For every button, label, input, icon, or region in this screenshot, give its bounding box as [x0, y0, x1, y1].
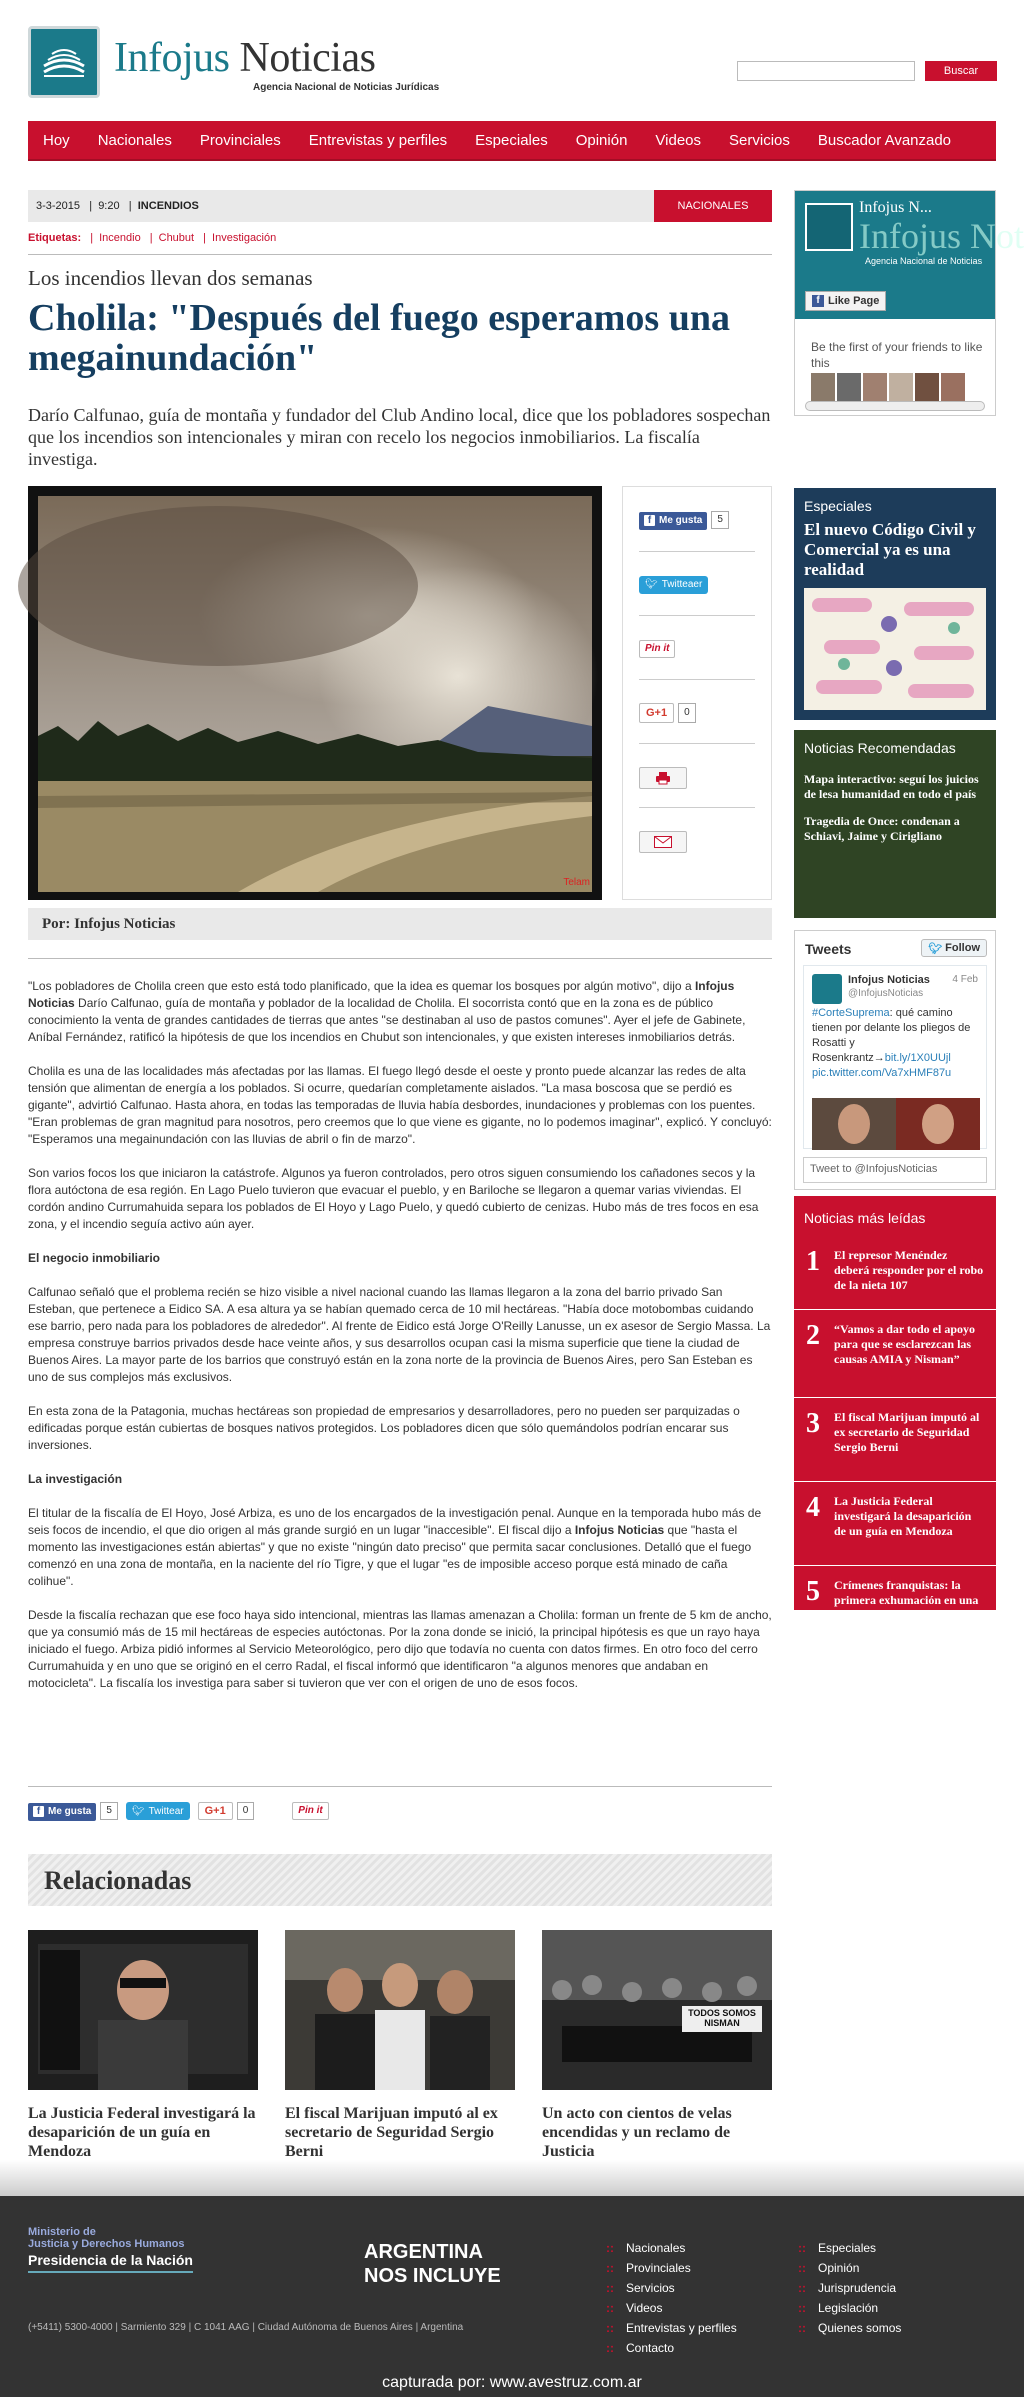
related-image [28, 1930, 258, 2090]
fb-friends-text: Be the first of your friends to like this [811, 340, 983, 370]
footer-link[interactable]: :: Legislación [798, 2298, 901, 2318]
nav-item-entrevistas[interactable]: Entrevistas y perfiles [308, 131, 448, 149]
nav-item-opinion[interactable]: Opinión [575, 131, 628, 149]
tweet [803, 965, 987, 1149]
mas-leida-item[interactable] [794, 1398, 996, 1482]
mas-leidas-label: Noticias más leídas [804, 1210, 926, 1226]
book-logo-icon [38, 36, 90, 88]
argentina-line: ARGENTINA [364, 2241, 483, 2263]
pinterest-button[interactable]: Pin it [639, 640, 675, 658]
googleplus-count: 0 [678, 703, 696, 723]
divider [639, 615, 755, 616]
article-title: Cholila: "Después del fuego esperamos una megainundación" [28, 297, 730, 379]
facebook-icon: f [33, 1806, 44, 1817]
avatar[interactable] [889, 373, 913, 403]
mas-leida-item[interactable] [794, 1310, 996, 1398]
protest-sign: TODOS SOMOS NISMAN [688, 2008, 756, 2028]
googleplus-widget [198, 1802, 255, 1820]
mas-leida-title[interactable]: “Vamos a dar todo el apoyo para que se esclarezcan las causas AMIA y Nisman” [834, 1322, 976, 1366]
mas-leida-title[interactable]: Crímenes franquistas: la primera exhumación en una causa penal [834, 1578, 979, 1622]
twitter-bird-icon: 🐦︎ [928, 942, 943, 955]
related-heading: Relacionadas [44, 1866, 192, 1895]
mas-leida-title[interactable]: La Justicia Federal investigará la desaparición de un guía en Mendoza [834, 1494, 972, 1538]
paragraph: Desde la fiscalía rechazan que ese foco haya sido intencional, mientras las llamas amenazan a Cholila: forman un frente de 5 km de ancho, que ya consumió más de 15 mil hectáreas de especies autóctonas. Por la zona donde se inició, la principal hipótesis es que un rayo haya iniciado el fuego. Arbiza pidió informes al Servicio Meteorológico, pero dijo que todavía no cuenta con datos firmes. En otro foco del cerro Currumahuida y en uno que se originó en el cerro Radal, el fiscal informó que identificaron "a algunos menores que andaban en motocicleta". La fiscalía los investiga para saber si tuvieron que ver con el origen de uno de esos focos. [28, 1608, 772, 1690]
googleplus-widget [639, 703, 696, 723]
tweets-heading: Tweets [805, 941, 852, 957]
byline: Por: Infojus Noticias [42, 916, 176, 932]
facebook-icon: f [644, 515, 655, 526]
nav-item-videos[interactable]: Videos [655, 131, 702, 149]
follow-button[interactable] [921, 939, 987, 957]
bottom-share-row [28, 1802, 329, 1821]
site-footer [0, 2196, 1024, 2397]
divider [639, 551, 755, 552]
paragraph: Cholila es una de las localidades más afectadas por las llamas. El fuego llegó desde el oeste y pronto puede alcanzar las redes de alta tensión que alimentan de energía a los poblados. Si ocurre, quedarían completamente aislados. "La masa boscosa que se perdió es gigante", advirtió Calfunao. Hasta ahora, en todas las temporadas de lluvia había desbordes, inundaciones y problemas con los puentes. "Eran problemas de gran magnitud para nosotros, pero creemos que lo que viene es gigante, no lo podemos imaginar", explicó. Y concluyó: "Esperamos una megainundación con las lluvias de abril o fin de marzo". [28, 1064, 772, 1146]
nav-item-hoy[interactable]: Hoy [43, 131, 70, 149]
facebook-like-count: 5 [100, 1802, 118, 1820]
print-icon [655, 771, 671, 785]
brand-main: Infojus [114, 35, 230, 81]
presidencia-logo[interactable]: Presidencia de la Nación [28, 2252, 193, 2273]
related-image [285, 1930, 515, 2090]
googleplus-button[interactable]: G+1 [198, 1802, 233, 1820]
facebook-icon: f [812, 295, 824, 307]
tweet-body: : qué camino tienen por delante los pliegos de Rosatti y Rosenkrantz→ [812, 1007, 971, 1064]
divider [639, 679, 755, 680]
facebook-page-widget [794, 190, 1024, 416]
email-button[interactable] [639, 831, 687, 853]
nav-item-servicios[interactable]: Servicios [729, 131, 790, 149]
article-date: 3-3-2015 [36, 200, 81, 212]
especiales-title[interactable]: El nuevo Código Civil y Comercial ya es una realidad [804, 520, 976, 579]
related-image [542, 1930, 772, 2090]
capture-watermark: capturada por: www.avestruz.com.ar [382, 2374, 642, 2391]
tweet-handle[interactable]: @InfojusNoticias [848, 988, 924, 999]
nav-item-nacionales[interactable]: Nacionales [97, 131, 172, 149]
brand-subtitle: Agencia Nacional de Noticias Jurídicas [253, 82, 440, 93]
paragraph-text: Darío Calfunao, guía de montaña y poblador de la localidad de Cholila. El socorrista contó que en la zona es de público conocimiento la venta de grandes cantidades de tierras que antes "se destinaban al uso de pastos comunes". Ayer el jefe de Gabinete, Aníbal Fernández, ratificó la hipótesis de que los incendios en Chubut son intencionales, y que existen intereses inmobiliarios detrás. [28, 996, 746, 1044]
paragraph: Son varios focos los que iniciaron la catástrofe. Algunos ya fueron controlados, pero otros siguen consumiendo los cañadones secos y la flora autóctona de esa región. En Lago Puelo tuvieron que evacuar el pueblo, y en Bariloche se llegaron a quemar varias viviendas. El cordón andino Currumahuida separa los poblados de El Hoyo y Lago Puelo, y quedó cubierto de cenizas. Hubo más de tres focos en esa zona, y el incendio seguía activo aún ayer. [28, 1166, 759, 1231]
footer-link[interactable]: :: Provinciales [606, 2258, 737, 2278]
avatar[interactable] [811, 373, 835, 403]
facebook-like-label: Me gusta [48, 1806, 92, 1817]
email-widget [639, 831, 687, 853]
googleplus-count: 0 [237, 1802, 255, 1820]
tag-link[interactable]: Chubut [158, 232, 195, 244]
tweet-link[interactable]: bit.ly/1X0UUjl [884, 1052, 951, 1064]
site-logo[interactable] [28, 26, 100, 98]
share-column [622, 486, 772, 900]
tweet-date[interactable]: 4 Feb [952, 974, 978, 985]
follow-label: Follow [945, 942, 980, 954]
fb-faces [811, 373, 965, 403]
mas-leida-title[interactable]: El represor Menéndez deberá responder por el robo de la nieta 107 [834, 1248, 984, 1292]
twitter-label: Twitteaer [661, 579, 703, 590]
divider [28, 958, 772, 959]
paragraph [28, 978, 772, 1046]
paragraph [28, 1505, 772, 1590]
related-title[interactable]: El fiscal Marijuan imputó al ex secretario de Seguridad Sergio Berni [285, 2105, 498, 2160]
avatar[interactable] [812, 974, 842, 1004]
recomendada-link[interactable]: Mapa interactivo: seguí los juicios de lesa humanidad en todo el país [804, 772, 979, 801]
facebook-page-banner[interactable] [795, 191, 1024, 319]
ministerio-line: Ministerio de [28, 2226, 96, 2238]
related-card[interactable] [285, 1930, 515, 2161]
footer-links-col1 [606, 2238, 737, 2358]
article-kicker: Los incendios llevan dos semanas [28, 266, 313, 290]
footer-link[interactable]: :: Especiales [798, 2238, 901, 2258]
ministerio-line: Justicia y Derechos Humanos [28, 2238, 185, 2250]
print-widget [639, 767, 687, 789]
divider [639, 807, 755, 808]
footer-shade [0, 2160, 1024, 2196]
tag-link[interactable]: Investigación [212, 232, 277, 244]
facebook-like-label: Me gusta [659, 515, 703, 526]
facebook-like-button[interactable] [28, 1803, 96, 1821]
footer-link[interactable]: :: Quienes somos [798, 2318, 901, 2338]
paragraph-text: El titular de la fiscalía de El Hoyo, José Arbiza, es uno de los encargados de la investigación penal. Aunque en la temporada hubo más de seis focos de incendio, el que dio origen al más grande surgió en un lugar "inaccesible". El fiscal dijo a [28, 1506, 762, 1537]
twitter-share-button[interactable] [639, 576, 708, 594]
related-card[interactable] [542, 1930, 772, 2161]
article-body [28, 978, 772, 1709]
pinterest-widget [639, 639, 675, 658]
facebook-like-page-button[interactable] [805, 291, 886, 311]
page-logo-icon [805, 203, 853, 251]
recomendada-link[interactable]: Tragedia de Once: condenan a Schiavi, Jaime y Cirigliano [804, 814, 960, 843]
rank-number: 2 [806, 1320, 820, 1351]
nav-item-especiales[interactable]: Especiales [475, 131, 548, 149]
paragraph-bold: Infojus Noticias [574, 1523, 665, 1537]
tweet-to-input[interactable]: Tweet to @InfojusNoticias [803, 1157, 987, 1183]
article-time: 9:20 [98, 200, 120, 212]
horizontal-scrollbar[interactable] [805, 401, 985, 411]
twitter-bird-icon: 🐦︎ [645, 579, 658, 590]
section-badge[interactable]: NACIONALES [654, 190, 772, 222]
googleplus-button[interactable]: G+1 [639, 703, 674, 723]
related-title[interactable]: Un acto con cientos de velas encendidas y un reclamo de Justicia [542, 2105, 732, 2160]
tweet-hashtag[interactable]: #CorteSuprema [812, 1007, 890, 1019]
fb-page-big: Infojus Not [859, 216, 1024, 256]
argentina-line: NOS INCLUYE [364, 2265, 501, 2287]
fb-page-name: Infojus N... [859, 199, 932, 216]
avatar[interactable] [863, 373, 887, 403]
mas-leida-item[interactable] [794, 1566, 996, 1626]
mas-leida-item[interactable] [794, 1236, 996, 1310]
paragraph-text: que "hasta el momento las investigaciones están abiertas" y que no existe "ningún dato preciso" que permita sacar conclusiones. Detalló que el fuego comenzó en una zona de montaña, en la naciente del río Tigre, y que el lugar "es de imposible acceso porque está minado de caña colihue". [28, 1523, 752, 1588]
article-info-bar [28, 190, 772, 222]
main-nav [28, 121, 996, 161]
related-heading-bar [28, 1854, 772, 1906]
article-topic: INCENDIOS [137, 200, 199, 212]
envelope-icon [654, 836, 672, 848]
like-page-label: Like Page [828, 295, 880, 307]
avatar[interactable] [837, 373, 861, 403]
divider [28, 1786, 772, 1787]
footer-link[interactable]: :: Videos [606, 2298, 737, 2318]
tweet-pic-link[interactable]: pic.twitter.com/Va7xHMF87u [812, 1067, 952, 1079]
rank-number: 5 [806, 1576, 820, 1607]
mas-leida-title[interactable]: El fiscal Marijuan imputó al ex secretario de Seguridad Sergio Berni [834, 1410, 980, 1454]
recomendadas-box [794, 730, 996, 918]
mas-leida-item[interactable] [794, 1482, 996, 1566]
brand-second: Noticias [229, 35, 376, 81]
divider [639, 743, 755, 744]
article-meta: 3-3-2015 | 9:20 | INCENDIOS [36, 200, 199, 212]
byline-bar [28, 908, 772, 940]
facebook-like-widget [28, 1802, 118, 1821]
tweet-photo[interactable] [812, 1098, 980, 1150]
brand-name[interactable] [114, 34, 375, 82]
paragraph: Calfunao señaló que el problema recién se hizo visible a nivel nacional cuando las llamas llegaron a la zona del barrio privado San Esteban, que pertenece a Eidico SA. A esa altura ya se habían quemado cerca de 10 mil hectáreas. "Había doce motobombas cuidando ese barrio, pero nada para los pobladores de alrededor". Al frente de Eidico está Jorge O'Reilly Lanusse, un ex asesor de Sergio Massa. La empresa construye barrios privados desde hace veinte años, y sus desarrollos ocupan casi la misma superficie que tiene la ciudad de Buenos Aires. La mayor parte de los barrios que construyó están en la zona norte de la provincia de Buenos Aires, pero San Esteban es uno de sus complejos más exclusivos. [28, 1285, 771, 1384]
especiales-image [804, 588, 986, 710]
paragraph-bold: Infojus Noticias [28, 979, 735, 1010]
mas-leidas-box [794, 1196, 996, 1622]
twitter-widget [639, 575, 708, 594]
twitter-label: Twittear [148, 1805, 184, 1817]
divider [28, 254, 772, 255]
nav-item-provinciales[interactable]: Provinciales [199, 131, 281, 149]
argentina-nos-incluye-logo [364, 2240, 501, 2288]
facebook-like-widget [639, 511, 729, 530]
twitter-bird-icon: 🐦︎ [131, 1805, 145, 1817]
facebook-like-button[interactable] [639, 512, 707, 530]
subheading: La investigación [28, 1472, 123, 1486]
tweet-text [812, 1006, 972, 1081]
fb-page-sub: Agencia Nacional de Noticias [865, 256, 983, 266]
footer-link[interactable]: :: Nacionales [606, 2238, 737, 2258]
footer-link[interactable]: :: Jurisprudencia [798, 2278, 901, 2298]
footer-links-col2 [798, 2238, 901, 2338]
search-input[interactable] [737, 61, 915, 81]
nav-item-buscador[interactable]: Buscador Avanzado [817, 131, 952, 149]
especiales-box[interactable] [794, 488, 996, 720]
article-photo [28, 486, 602, 900]
especiales-label: Especiales [804, 498, 872, 514]
twitter-share-button[interactable] [126, 1802, 190, 1820]
rank-number: 4 [806, 1492, 820, 1523]
site-header [28, 24, 998, 104]
rank-number: 1 [806, 1246, 820, 1277]
footer-link[interactable]: :: Opinión [798, 2258, 901, 2278]
tags-label: Etiquetas: [28, 232, 82, 244]
footer-link[interactable]: :: Entrevistas y perfiles [606, 2318, 737, 2338]
facebook-like-count: 5 [711, 511, 729, 529]
twitter-timeline [794, 930, 996, 1190]
search-button[interactable]: Buscar [925, 61, 997, 81]
paragraph-text: "Los pobladores de Cholila creen que esto está todo planificado, que la idea es quemar los bosques por algún motivo", dijo a [28, 979, 695, 993]
article-lead: Darío Calfunao, guía de montaña y fundador del Club Andino local, dice que los pobladores sospechan que los incendios son intencionales y miran con recelo los negocios inmobiliarios. La fiscalía investiga. [28, 405, 771, 469]
avatar[interactable] [941, 373, 965, 403]
recomendadas-label: Noticias Recomendadas [804, 740, 956, 756]
print-button[interactable] [639, 767, 687, 789]
footer-link[interactable]: :: Servicios [606, 2278, 737, 2298]
rank-number: 3 [806, 1408, 820, 1439]
photo-credit: Telam [563, 877, 590, 888]
contact-info: (+5411) 5300-4000 | Sarmiento 329 | C 1041 AAG | Ciudad Autónoma de Buenos Aires | Argentina [28, 2322, 464, 2333]
pinterest-button[interactable]: Pin it [292, 1802, 328, 1820]
fire-smoke-image [38, 496, 592, 892]
related-title[interactable]: La Justicia Federal investigará la desaparición de un guía en Mendoza [28, 2105, 256, 2160]
paragraph: En esta zona de la Patagonia, muchas hectáreas son propiedad de empresarios y desarrolladores, pero no pueden ser parquizadas o edificadas porque están cubiertas de bosques nativos protegidos. Los pobladores dicen que sólo quemándolos podrían encarar sus inversiones. [28, 1404, 740, 1452]
tweet-author[interactable]: Infojus Noticias [848, 974, 930, 986]
related-card[interactable] [28, 1930, 258, 2161]
tag-link[interactable]: Incendio [99, 232, 141, 244]
avatar[interactable] [915, 373, 939, 403]
tags-row: Etiquetas: | Incendio | Chubut | Investigación [28, 232, 277, 244]
subheading: El negocio inmobiliario [28, 1251, 161, 1265]
footer-link[interactable]: :: Contacto [606, 2338, 737, 2358]
ministerio-logo[interactable] [28, 2226, 185, 2250]
